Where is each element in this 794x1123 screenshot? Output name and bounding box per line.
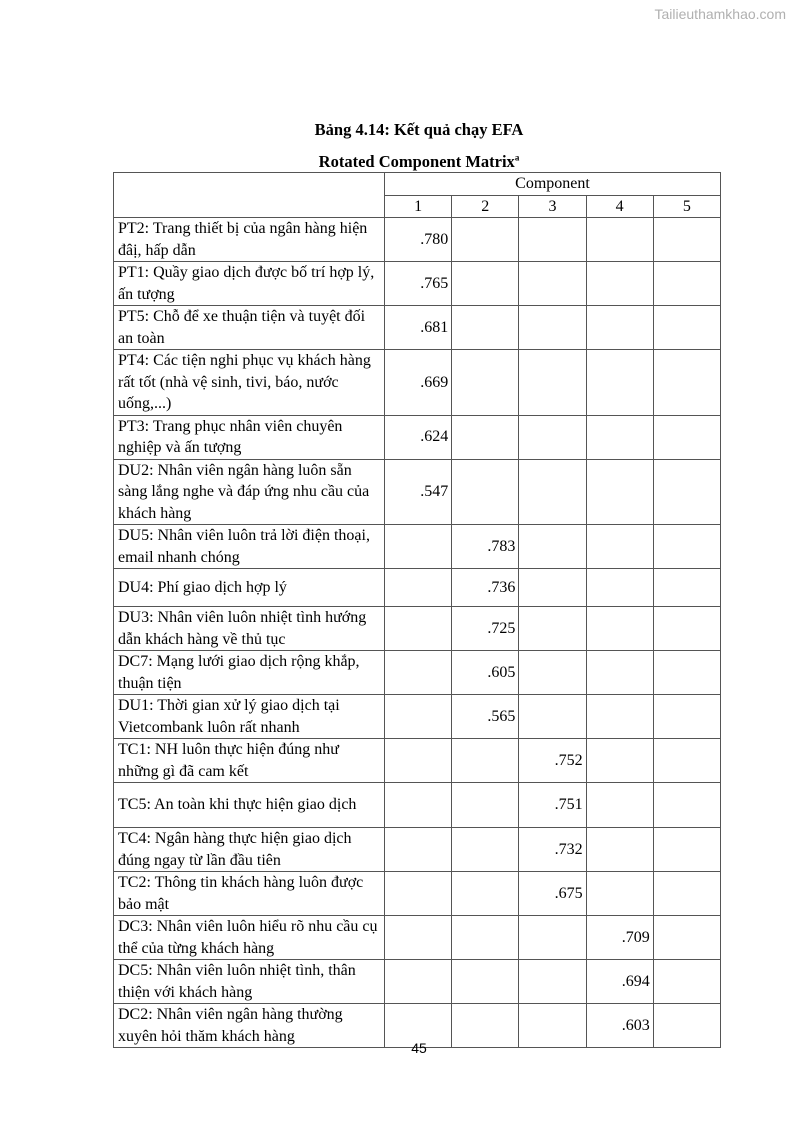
loading-cell-component-5	[653, 651, 720, 695]
table-title-text: Rotated Component Matrix	[318, 152, 515, 171]
item-label: PT3: Trang phục nhân viên chuyên nghiệp và ấn tượng	[114, 415, 385, 459]
loading-cell-component-1	[385, 569, 452, 607]
loading-cell-component-5	[653, 459, 720, 525]
loading-cell-component-5	[653, 350, 720, 416]
loading-cell-component-4: .694	[586, 960, 653, 1004]
table-row	[114, 695, 721, 739]
loading-cell-component-2	[452, 828, 519, 872]
table-row	[114, 651, 721, 695]
column-header-1: 1	[385, 195, 452, 218]
loading-cell-component-4: .709	[586, 916, 653, 960]
watermark: Tailieuthamkhao.com	[654, 6, 786, 22]
item-label: DU2: Nhân viên ngân hàng luôn sẵn sàng lắng nghe và đáp ứng nhu cầu của khách hàng	[114, 459, 385, 525]
column-header-2: 2	[452, 195, 519, 218]
loading-cell-component-2	[452, 218, 519, 262]
item-label: DC7: Mạng lưới giao dịch rộng khắp, thuận tiện	[114, 651, 385, 695]
item-label: PT2: Trang thiết bị của ngân hàng hiện đâị, hấp dẫn	[114, 218, 385, 262]
loading-cell-component-1	[385, 872, 452, 916]
loading-cell-component-5	[653, 695, 720, 739]
loading-cell-component-5	[653, 415, 720, 459]
loading-cell-component-1: .681	[385, 306, 452, 350]
loading-cell-component-3	[519, 916, 586, 960]
loading-cell-component-2	[452, 872, 519, 916]
table-row	[114, 218, 721, 262]
component-header: Component	[385, 173, 721, 196]
item-label: DU1: Thời gian xử lý giao dịch tại Vietcombank luôn rất nhanh	[114, 695, 385, 739]
loading-cell-component-5	[653, 569, 720, 607]
loading-cell-component-3	[519, 607, 586, 651]
column-header-4: 4	[586, 195, 653, 218]
loading-cell-component-1	[385, 607, 452, 651]
loading-cell-component-5	[653, 607, 720, 651]
rotated-component-matrix-table	[113, 172, 721, 1048]
loading-cell-component-2	[452, 459, 519, 525]
table-row	[114, 916, 721, 960]
item-label: TC5: An toàn khi thực hiện giao dịch	[114, 783, 385, 828]
loading-cell-component-5	[653, 218, 720, 262]
loading-cell-component-3	[519, 350, 586, 416]
table-row	[114, 306, 721, 350]
loading-cell-component-3	[519, 651, 586, 695]
table-row	[114, 828, 721, 872]
header-empty-cell	[114, 173, 385, 218]
loading-cell-component-4	[586, 828, 653, 872]
item-label: TC1: NH luôn thực hiện đúng như những gì đã cam kết	[114, 739, 385, 783]
loading-cell-component-4	[586, 569, 653, 607]
loading-cell-component-2	[452, 960, 519, 1004]
loading-cell-component-2	[452, 262, 519, 306]
item-label: TC4: Ngân hàng thực hiện giao dịch đúng ngay từ lần đầu tiên	[114, 828, 385, 872]
loading-cell-component-2: .783	[452, 525, 519, 569]
table-row	[114, 569, 721, 607]
loading-cell-component-1	[385, 828, 452, 872]
loading-cell-component-2	[452, 350, 519, 416]
loading-cell-component-1	[385, 695, 452, 739]
column-header-5: 5	[653, 195, 720, 218]
loading-cell-component-1	[385, 916, 452, 960]
loading-cell-component-1: .547	[385, 459, 452, 525]
loading-cell-component-3: .732	[519, 828, 586, 872]
loading-cell-component-4	[586, 607, 653, 651]
loading-cell-component-4	[586, 695, 653, 739]
loading-cell-component-2	[452, 306, 519, 350]
loading-cell-component-5	[653, 828, 720, 872]
item-label: DC5: Nhân viên luôn nhiệt tình, thân thiện với khách hàng	[114, 960, 385, 1004]
loading-cell-component-3	[519, 459, 586, 525]
loading-cell-component-3: .675	[519, 872, 586, 916]
loading-cell-component-1	[385, 651, 452, 695]
table-row	[114, 350, 721, 416]
loading-cell-component-1: .624	[385, 415, 452, 459]
loading-cell-component-1	[385, 525, 452, 569]
loading-cell-component-5	[653, 525, 720, 569]
loading-cell-component-5	[653, 262, 720, 306]
table-title	[0, 152, 794, 172]
item-label: DC3: Nhân viên luôn hiểu rõ nhu cầu cụ thể của từng khách hàng	[114, 916, 385, 960]
loading-cell-component-4	[586, 262, 653, 306]
loading-cell-component-1: .780	[385, 218, 452, 262]
loading-cell-component-4	[586, 525, 653, 569]
item-label: PT5: Chỗ để xe thuận tiện và tuyệt đối an toàn	[114, 306, 385, 350]
loading-cell-component-3	[519, 569, 586, 607]
loading-cell-component-5	[653, 306, 720, 350]
item-label: DU4: Phí giao dịch hợp lý	[114, 569, 385, 607]
loading-cell-component-4	[586, 218, 653, 262]
loading-cell-component-3	[519, 960, 586, 1004]
loading-cell-component-1	[385, 960, 452, 1004]
loading-cell-component-1: .765	[385, 262, 452, 306]
loading-cell-component-2: .605	[452, 651, 519, 695]
item-label: DU3: Nhân viên luôn nhiệt tình hướng dẫn khách hàng về thủ tục	[114, 607, 385, 651]
table-caption: Bảng 4.14: Kết quả chạy EFA	[314, 120, 524, 139]
table-row	[114, 783, 721, 828]
loading-cell-component-4	[586, 872, 653, 916]
page-number: 45	[411, 1040, 427, 1056]
item-label: DU5: Nhân viên luôn trả lời điện thoại, email nhanh chóng	[114, 525, 385, 569]
loading-cell-component-4: .603	[586, 1004, 653, 1048]
table-row	[114, 525, 721, 569]
loading-cell-component-3	[519, 306, 586, 350]
table-row	[114, 262, 721, 306]
item-label: PT1: Quầy giao dịch được bố trí hợp lý, ấn tượng	[114, 262, 385, 306]
loading-cell-component-3: .751	[519, 783, 586, 828]
item-label: TC2: Thông tin khách hàng luôn được bảo mật	[114, 872, 385, 916]
item-label: PT4: Các tiện nghi phục vụ khách hàng rất tốt (nhà vệ sinh, tivi, báo, nước uống,...)	[114, 350, 385, 416]
loading-cell-component-5	[653, 916, 720, 960]
loading-cell-component-4	[586, 350, 653, 416]
table-row	[114, 459, 721, 525]
loading-cell-component-4	[586, 459, 653, 525]
loading-cell-component-1: .669	[385, 350, 452, 416]
item-label: DC2: Nhân viên ngân hàng thường xuyên hỏi thăm khách hàng	[114, 1004, 385, 1048]
table-row	[114, 739, 721, 783]
loading-cell-component-4	[586, 415, 653, 459]
header-row-group	[114, 173, 721, 196]
loading-cell-component-1	[385, 739, 452, 783]
loading-cell-component-2	[452, 916, 519, 960]
loading-cell-component-5	[653, 783, 720, 828]
loading-cell-component-4	[586, 783, 653, 828]
loading-cell-component-3	[519, 218, 586, 262]
loading-cell-component-2	[452, 415, 519, 459]
table-row	[114, 607, 721, 651]
loading-cell-component-2: .736	[452, 569, 519, 607]
loading-cell-component-2: .725	[452, 607, 519, 651]
loading-cell-component-5	[653, 739, 720, 783]
loading-cell-component-2	[452, 783, 519, 828]
loading-cell-component-3	[519, 695, 586, 739]
table-row	[114, 415, 721, 459]
loading-cell-component-3	[519, 262, 586, 306]
table-row	[114, 872, 721, 916]
table-title-footnote-mark: a	[514, 152, 520, 163]
loading-cell-component-5	[653, 960, 720, 1004]
loading-cell-component-5	[653, 872, 720, 916]
table-row	[114, 960, 721, 1004]
loading-cell-component-4	[586, 651, 653, 695]
loading-cell-component-1	[385, 783, 452, 828]
loading-cell-component-3	[519, 415, 586, 459]
loading-cell-component-3: .752	[519, 739, 586, 783]
loading-cell-component-2: .565	[452, 695, 519, 739]
loading-cell-component-4	[586, 306, 653, 350]
column-header-3: 3	[519, 195, 586, 218]
loading-cell-component-2	[452, 739, 519, 783]
loading-cell-component-4	[586, 739, 653, 783]
loading-cell-component-3	[519, 525, 586, 569]
